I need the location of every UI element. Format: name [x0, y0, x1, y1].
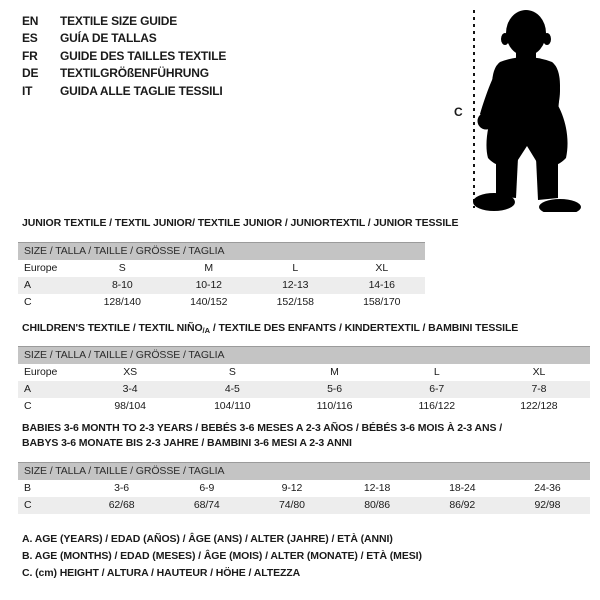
section-title-line1: BABIES 3-6 MONTH TO 2-3 YEARS / BEBÉS 3-6 MESES A 2-3 AÑOS / BÉBÉS 3-6 MOIS À 2-3 ANS / [22, 422, 503, 434]
language-code: IT [22, 83, 33, 98]
language-row-es [22, 30, 226, 47]
language-text: TEXTILE SIZE GUIDE [60, 14, 178, 28]
table-row [18, 398, 590, 415]
table-cell: M [330, 366, 339, 378]
table-cell: 6-7 [429, 383, 445, 395]
table-cell: 98/104 [114, 400, 146, 412]
table-row [18, 364, 590, 381]
language-text: GUIDE DES TAILLES TEXTILE [60, 48, 227, 63]
table-cell: 5-6 [327, 383, 342, 395]
table-row [18, 277, 425, 294]
language-code: DE [22, 66, 39, 81]
table-cell: 3-6 [114, 482, 130, 494]
table-cell: 14-16 [368, 279, 395, 291]
table-cell: 80/86 [364, 499, 390, 511]
row-label: C [24, 499, 32, 511]
table-cell: 92/98 [534, 499, 561, 511]
row-label: Europe [24, 262, 58, 274]
table-cell: 104/110 [214, 400, 251, 412]
table-cell: 128/140 [103, 296, 141, 308]
table-row [18, 260, 425, 277]
table-cell: 7-8 [531, 383, 547, 395]
section-title-babies [22, 421, 502, 451]
table-cell: S [228, 366, 236, 378]
table-cell: 140/152 [190, 296, 228, 308]
table-cell: 6-9 [199, 482, 215, 494]
language-list [22, 13, 226, 100]
language-row-en [22, 13, 226, 30]
row-label: A [24, 279, 31, 291]
legend-line-b: B. AGE (MONTHS) / EDAD (MESES) / ÂGE (MOIS) / ALTER (MONATE) / ETÀ (MESI) [22, 550, 422, 562]
table-cell: L [292, 262, 299, 274]
table-cell: XL [375, 262, 389, 274]
table-row [18, 294, 425, 311]
row-label: B [24, 482, 31, 494]
junior-size-table [18, 242, 425, 311]
legend-line-a: A. AGE (YEARS) / EDAD (AÑOS) / ÂGE (ANS) / ALTER (JAHRE) / ETÀ (ANNI) [22, 533, 393, 545]
row-label: C [24, 296, 32, 308]
language-text: GUÍA DE TALLAS [60, 31, 157, 46]
legend [22, 531, 422, 582]
section-title-children [22, 321, 518, 338]
table-cell: M [204, 262, 214, 274]
table-cell: 86/92 [449, 499, 476, 511]
section-title-text: / TEXTILE DES ENFANTS / KINDERTEXTIL / BAMBINI TESSILE [210, 322, 519, 334]
table-row [18, 497, 590, 514]
size-header-bar: SIZE / TALLA / TAILLE / GRÖSSE / TAGLIA [18, 242, 425, 260]
language-code: EN [22, 14, 39, 28]
table-cell: 4-5 [224, 383, 240, 395]
language-row-it [22, 83, 226, 100]
row-label: C [24, 400, 32, 412]
table-cell: 110/116 [316, 400, 353, 412]
table-cell: 3-4 [122, 383, 138, 395]
table-row [18, 480, 590, 497]
table-cell: XL [532, 366, 546, 378]
section-title-line2: BABYS 3-6 MONATE BIS 2-3 JAHRE / BAMBINI 3-6 MESI A 2-3 ANNI [22, 437, 352, 449]
table-cell: 12-13 [282, 279, 309, 291]
children-size-table [18, 346, 590, 415]
table-cell: 122/128 [520, 400, 558, 412]
table-cell: 9-12 [281, 482, 303, 494]
row-label: Europe [24, 366, 58, 378]
table-cell: 12-18 [363, 482, 391, 494]
language-code: ES [22, 31, 38, 46]
table-cell: 62/68 [108, 499, 135, 511]
language-text: TEXTILGRÖßENFÜHRUNG [60, 66, 209, 81]
table-cell: 68/74 [193, 499, 220, 511]
table-cell: 10-12 [195, 279, 222, 291]
table-cell: 152/158 [276, 296, 314, 308]
language-row-de [22, 65, 226, 82]
language-code: FR [22, 48, 38, 63]
table-cell: S [118, 262, 126, 274]
section-title-text: CHILDREN'S TEXTILE / TEXTIL NIÑO [22, 322, 203, 334]
table-cell: 74/80 [279, 499, 305, 511]
table-cell: XS [123, 366, 137, 378]
section-title-junior: JUNIOR TEXTILE / TEXTIL JUNIOR/ TEXTILE JUNIOR / JUNIORTEXTIL / JUNIOR TESSILE [22, 217, 459, 229]
table-row [18, 381, 590, 398]
row-label: A [24, 383, 31, 395]
babies-size-table [18, 462, 590, 514]
baby-silhouette-image [470, 6, 596, 212]
table-cell: L [433, 366, 440, 378]
legend-line-c: C. (cm) HEIGHT / ALTURA / HAUTEUR / HÖHE / ALTEZZA [22, 567, 301, 579]
table-cell: 8-10 [111, 279, 133, 291]
language-row-fr [22, 48, 226, 65]
table-cell: 24-36 [534, 482, 561, 494]
table-cell: 116/122 [418, 400, 455, 412]
section-title-subscript: /A [202, 326, 211, 335]
table-cell: 18-24 [449, 482, 476, 494]
height-marker-label: C [454, 105, 463, 119]
size-header-bar: SIZE / TALLA / TAILLE / GRÖSSE / TAGLIA [18, 346, 590, 364]
size-header-bar: SIZE / TALLA / TAILLE / GRÖSSE / TAGLIA [18, 462, 590, 480]
language-text: GUIDA ALLE TAGLIE TESSILI [60, 83, 223, 98]
table-cell: 158/170 [363, 296, 401, 308]
